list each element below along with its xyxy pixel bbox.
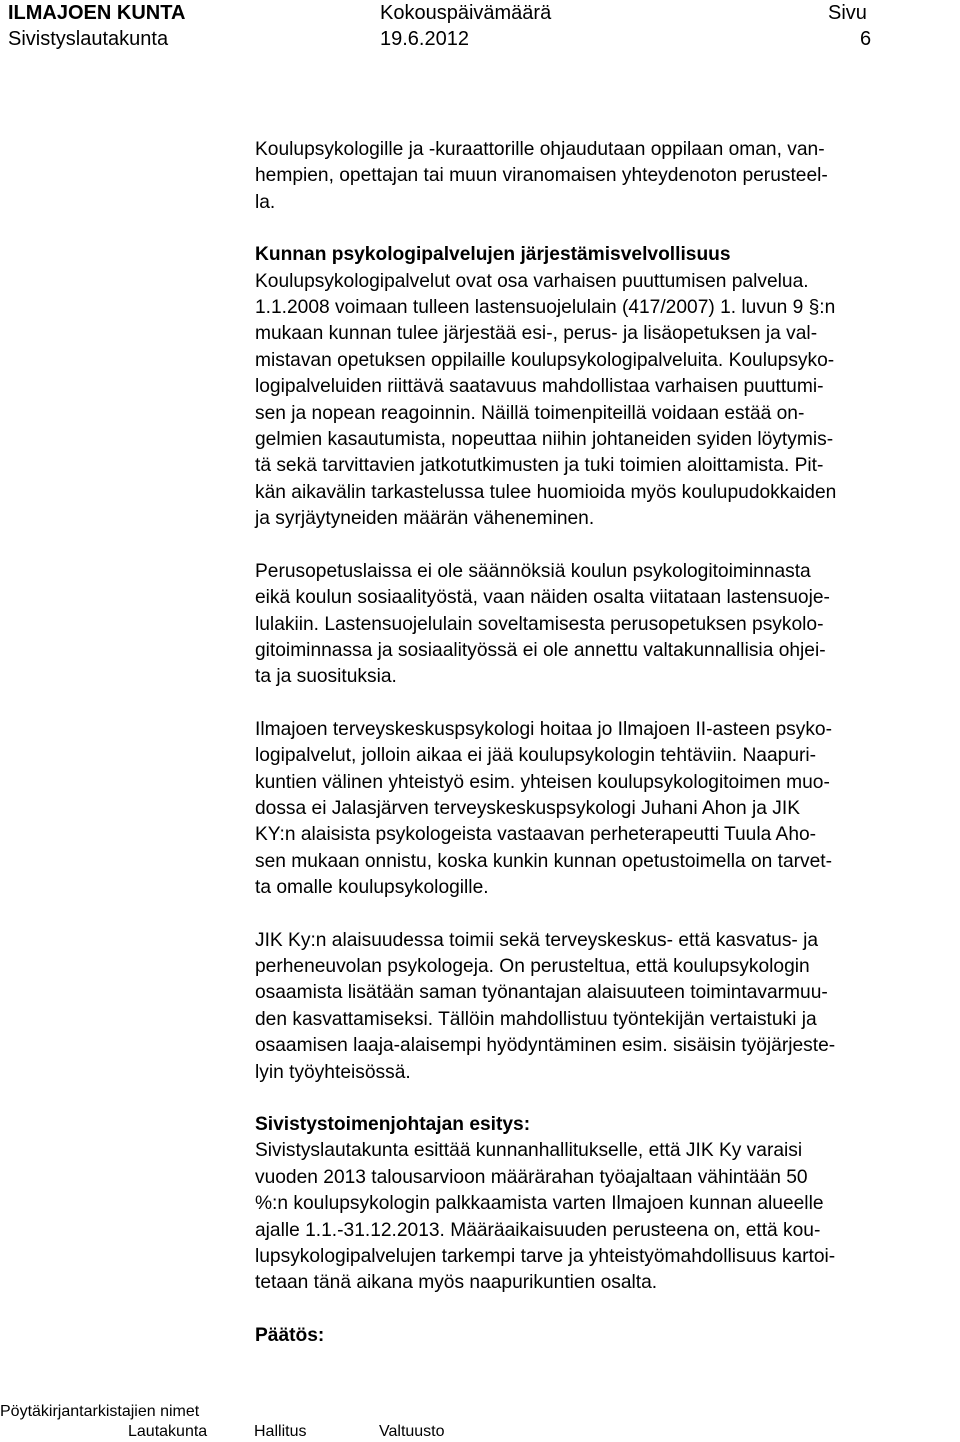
page-label: Sivu [828,2,867,24]
text-line: ajalle 1.1.-31.12.2013. Määräaikaisuuden perusteena on, että kou- [255,1219,821,1241]
paragraph-gap [255,691,955,717]
document-body [255,137,955,1349]
text-line: ja syrjäytyneiden määrän väheneminen. [255,508,595,530]
text-line: 1.1.2008 voimaan tulleen lastensuojelulain (417/2007) 1. luvun 9 §:n [255,297,836,319]
page-number: 6 [860,28,872,50]
meeting-date: 19.6.2012 [380,28,469,50]
text-line: %:n koulupsykologin palkkaamista varten Ilmajoen kunnan alueelle [255,1193,824,1215]
text-line: hempien, opettajan tai muun viranomaisen yhteydenoton perusteel- [255,165,828,187]
text-line: gitoiminnassa ja sosiaalityössä ei ole annettu valtakunnallisia ohjei- [255,639,826,661]
paragraph-gap [255,1297,955,1323]
text-line: dossa ei Jalasjärven terveyskeskuspsykologi Juhani Ahon ja JIK [255,797,801,819]
text-line: eikä koulun sosiaalityöstä, vaan näiden osalta viitataan lastensuoje- [255,587,830,609]
paragraph [255,1112,955,1297]
footer-col-lautakunta: Lautakunta [128,1423,208,1440]
text-line: Koulupsykologipalvelut ovat osa varhaisen puuttumisen palvelua. [255,270,809,292]
text-line: vuoden 2013 talousarvioon määrärahan työajaltaan vähintään 50 [255,1166,808,1188]
footer-col-valtuusto: Valtuusto [379,1423,445,1440]
text-line: lulakiin. Lastensuojelulain soveltamisesta perusopetuksen psykolo- [255,613,824,635]
paragraph [255,717,955,902]
text-line: sen mukaan onnistu, koska kunkin kunnan opetustoimella on tarvet- [255,850,833,872]
text-line: ta ja suosituksia. [255,666,397,688]
text-line: Koulupsykologille ja -kuraattorille ohjaudutaan oppilaan oman, van- [255,139,825,160]
text-line: kän aikavälin tarkastelussa tulee huomioida myös koulupudokkaiden [255,481,837,503]
section-heading: Sivistystoimenjohtajan esitys: [255,1114,531,1135]
paragraph [255,559,955,691]
section-heading: Päätös: [255,1324,325,1346]
text-line: lyin työyhteisössä. [255,1061,411,1083]
paragraph-gap [255,533,955,559]
text-line: mistavan opetuksen oppilaille koulupsykologipalveluita. Koulupsyko- [255,349,835,371]
text-line: perheneuvolan psykologeja. On perusteltua, että koulupsykologin [255,955,810,977]
text-line: tetaan tänä aikana myös naapurikuntien osalta. [255,1272,658,1294]
reviewers-title: Pöytäkirjantarkistajien nimet [0,1403,200,1420]
text-line: den kasvattamiseksi. Tällöin mahdollistuu työntekijän vertaistuki ja [255,1008,817,1030]
paragraph-gap [255,1086,955,1112]
text-line: Ilmajoen terveyskeskuspsykologi hoitaa jo Ilmajoen II-asteen psyko- [255,718,832,740]
text-line: logipalveluiden riittävä saatavuus mahdollistaa varhaisen puuttumi- [255,376,824,398]
footer-col-hallitus: Hallitus [254,1423,307,1440]
paragraph-gap [255,216,955,242]
page-header [0,0,960,54]
paragraph-gap [255,902,955,928]
paragraph [255,137,955,216]
text-line: gelmien kasautumista, nopeuttaa niihin johtaneiden syiden löytymis- [255,429,834,451]
text-line: lupsykologipalvelujen tarkempi tarve ja yhteistyömahdollisuus kartoi- [255,1246,836,1268]
text-line: tä sekä tarvittavien jatkotutkimusten ja tuki toimien aloittamista. Pit- [255,455,824,477]
meeting-date-label: Kokouspäivämäärä [380,2,552,24]
text-line: KY:n alaisista psykologeista vastaavan perheterapeutti Tuula Aho- [255,824,817,846]
text-line: la. [255,191,276,213]
paragraph [255,928,955,1086]
text-line: JIK Ky:n alaisuudessa toimii sekä terveyskeskus- että kasvatus- ja [255,929,819,951]
text-line: mukaan kunnan tulee järjestää esi-, perus- ja lisäopetuksen ja val- [255,323,818,345]
text-line: osaamista lisätään saman työnantajan alaisuuteen toimintavarmuu- [255,982,828,1004]
text-line: ta omalle koulupsykologille. [255,877,489,899]
text-line: logipalvelut, jolloin aikaa ei jää koulupsykologin tehtäviin. Naapuri- [255,745,817,767]
paragraph [255,242,955,532]
text-line: Sivistyslautakunta esittää kunnanhallitukselle, että JIK Ky varaisi [255,1140,803,1162]
paragraph [255,1323,955,1349]
page-footer [0,1402,960,1442]
committee-name: Sivistyslautakunta [8,28,169,50]
organization-name: ILMAJOEN KUNTA [8,2,186,24]
text-line: kuntien välinen yhteistyö esim. yhteisen koulupsykologitoimen muo- [255,771,830,793]
text-line: Perusopetuslaissa ei ole säännöksiä koulun psykologitoiminnasta [255,560,811,582]
text-line: osaamisen laaja-alaisempi hyödyntäminen esim. sisäisin työjärjeste- [255,1035,836,1057]
text-line: sen ja nopean reagoinnin. Näillä toimenpiteillä voidaan estää on- [255,402,805,424]
section-heading: Kunnan psykologipalvelujen järjestämisvelvollisuus [255,244,731,266]
